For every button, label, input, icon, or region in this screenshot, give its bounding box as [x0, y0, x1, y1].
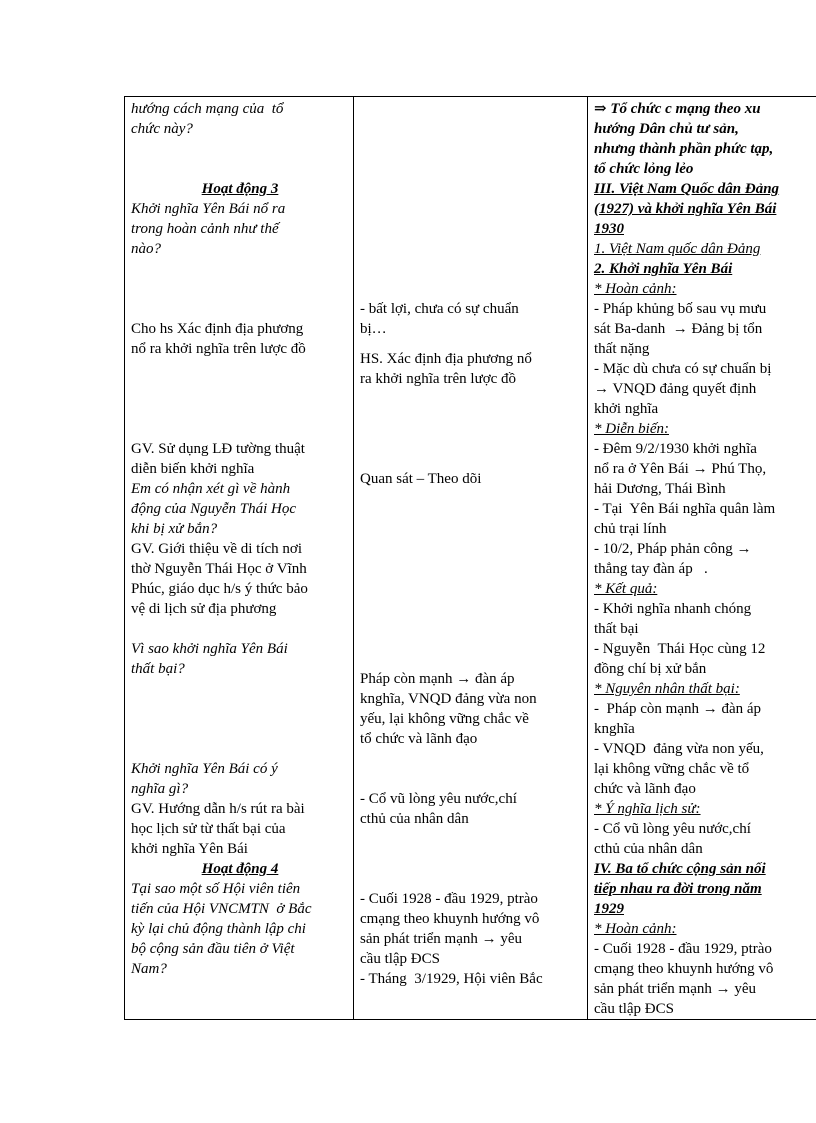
content-cell	[588, 97, 816, 1020]
result-label: * Kết quả:	[594, 581, 658, 597]
answer-failure: Pháp còn mạnh → đàn áp knghĩa, VNQD đảng vừa non yếu, lại không vững chắc về tổ chức và lãnh đạo	[360, 671, 537, 747]
teacher-activity-cell	[125, 97, 354, 1020]
table-row	[125, 97, 816, 1020]
activity-4-heading: Hoạt động 4	[201, 861, 279, 877]
context-items: - Pháp khủng bố sau vụ mưu sát Ba-danh → Đảng bị tổn thất nặng - Mặc dù chưa có sự chuẩn bị → VNQD đảng quyết định khởi nghĩa	[594, 301, 772, 417]
conclusion: ⇒ Tổ chức c mạng theo xu hướng Dân chủ tư sản, nhưng thành phần phức tạp, tổ chức lỏng lẻo	[594, 101, 774, 177]
context-4-items: - Cuối 1928 - đầu 1929, ptrào cmạng theo khuynh hướng vô sản phát triển mạnh → yêu cầu tlập ĐCS	[594, 941, 774, 1017]
section-4-title: IV. Ba tổ chức cộng sản nối tiếp nhau ra đời trong năm 1929	[594, 861, 766, 917]
question-remark: Em có nhận xét gì về hành động của Nguyễn Thái Học khi bị xử bắn?	[131, 481, 296, 537]
teacher-relic-intro: GV. Giới thiệu về di tích nơi thờ Nguyễn Thái Học ở Vĩnh Phúc, giáo dục h/s ý thức bảo vệ di lịch sử địa phương	[131, 541, 308, 617]
context-4-label: * Hoàn cảnh:	[594, 921, 677, 937]
question-context: Khởi nghĩa Yên Bái nổ ra trong hoàn cảnh như thế nào?	[131, 201, 286, 257]
cause-items: - Pháp còn mạnh → đàn áp knghĩa - VNQD đảng vừa non yếu, lại không vững chắc về tổ chức và lãnh đạo	[594, 701, 764, 797]
answer-observe: Quan sát – Theo dõi	[360, 471, 482, 487]
question-why: Tại sao một số Hội viên tiên tiến của Hội VNCMTN ở Bắc kỳ lại chủ động thành lập chi bộ cộng sản đầu tiên ở Việt Nam?	[131, 881, 312, 977]
answer-context: - bất lợi, chưa có sự chuẩn bị…	[360, 301, 519, 337]
events-items: - Đêm 9/2/1930 khởi nghĩa nổ ra ở Yên Bái → Phú Thọ, hải Dương, Thái Bình - Tại Yên Bái nghĩa quân làm chủ trại lính - 10/2, Pháp phản công → thẳng tay đàn áp .	[594, 441, 776, 577]
answer-meaning: - Cổ vũ lòng yêu nước,chí cthủ của nhân dân	[360, 791, 517, 827]
lesson-sheet	[124, 96, 816, 1020]
result-items: - Khởi nghĩa nhanh chóng thất bại - Nguyễn Thái Học cùng 12 đồng chí bị xử bắn	[594, 601, 766, 677]
events-label: * Diễn biến:	[594, 421, 669, 437]
question-top: hướng cách mạng của tổ chức này?	[131, 101, 284, 137]
section-3-title: III. Việt Nam Quốc dân Đảng (1927) và khởi nghĩa Yên Bái 1930	[594, 181, 780, 237]
question-meaning: Khởi nghĩa Yên Bái có ý nghĩa gì?	[131, 761, 278, 797]
question-failure: Vì sao khởi nghĩa Yên Bái thất bại?	[131, 641, 288, 677]
meaning-items: - Cổ vũ lòng yêu nước,chí cthủ của nhân dân	[594, 821, 751, 857]
teacher-lesson-guide: GV. Hướng dẫn h/s rút ra bài học lịch sử từ thất bại của khởi nghĩa Yên Bái	[131, 801, 305, 857]
teacher-narration: GV. Sử dụng LĐ tường thuật diễn biến khởi nghĩa	[131, 441, 305, 477]
context-label: * Hoàn cảnh:	[594, 281, 677, 297]
map-task: Cho hs Xác định địa phương nổ ra khởi nghĩa trên lược đồ	[131, 321, 306, 357]
lesson-table	[124, 96, 816, 1020]
activity-3-heading: Hoạt động 3	[201, 181, 279, 197]
meaning-label: * Ý nghĩa lịch sử:	[594, 801, 701, 817]
subsection-1: 1. Việt Nam quốc dân Đảng	[594, 241, 761, 257]
answer-context-4: - Cuối 1928 - đầu 1929, ptrào cmạng theo khuynh hướng vô sản phát triển mạnh → yêu cầu tlập ĐCS - Tháng 3/1929, Hội viên Bắc	[360, 891, 543, 987]
cause-label: * Nguyên nhân thất bại:	[594, 681, 740, 697]
subsection-2: 2. Khởi nghĩa Yên Bái	[594, 261, 733, 277]
answer-map: HS. Xác định địa phương nổ ra khởi nghĩa trên lược đồ	[360, 351, 532, 387]
student-activity-cell	[354, 97, 588, 1020]
